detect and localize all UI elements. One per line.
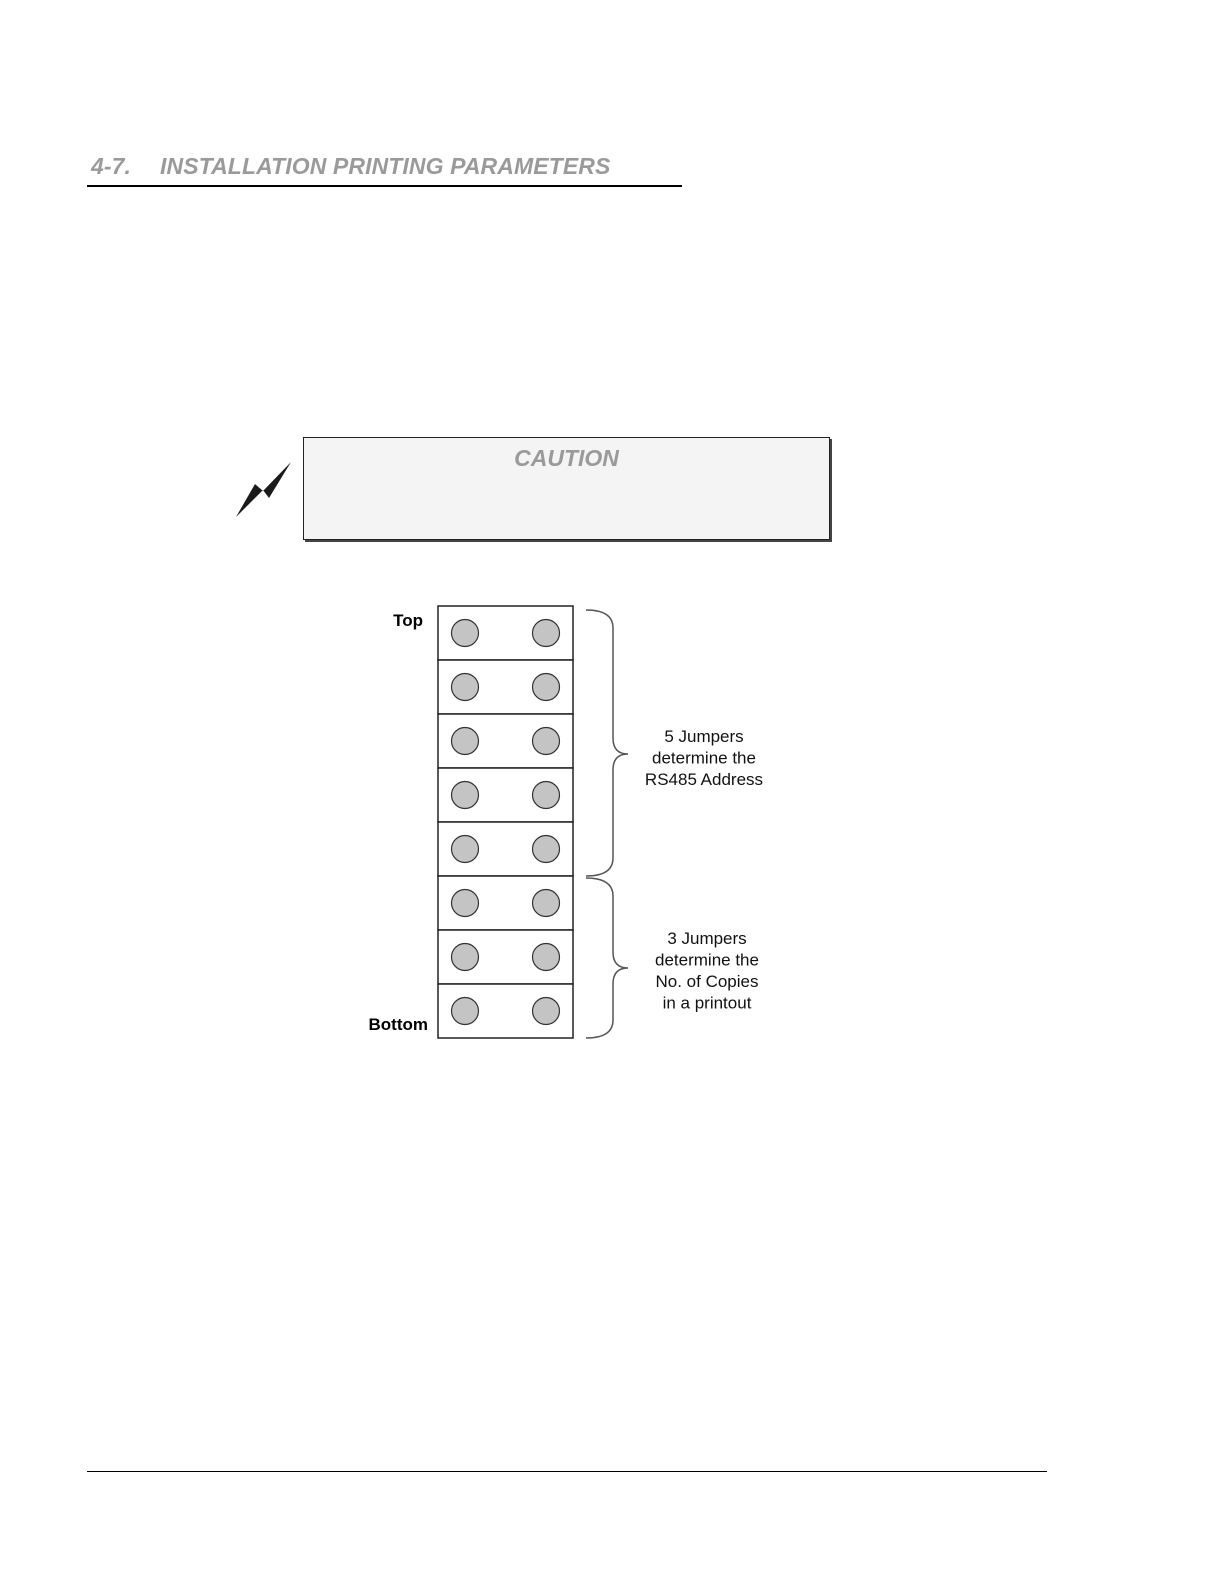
jumper-pin-left	[452, 782, 479, 809]
jumper-pin-left	[452, 728, 479, 755]
copies-group-label-line: 3 Jumpers	[667, 929, 747, 948]
group-labels	[645, 727, 763, 1013]
address-group-label-line: determine the	[652, 748, 756, 768]
address-group-label-line: RS485 Address	[644, 770, 764, 789]
jumper-pin-right	[533, 944, 560, 971]
jumper-pin-left	[452, 674, 479, 701]
bottom-label: Bottom	[368, 1015, 428, 1034]
top-label: Top	[393, 611, 423, 630]
jumper-pin-right	[533, 674, 560, 701]
jumper-pin-right	[533, 836, 560, 863]
address-group-label-line: 5 Jumpers	[664, 727, 744, 746]
jumper-rows	[438, 606, 573, 1038]
jumper-pin-left	[452, 998, 479, 1025]
section-number: 4-7.	[91, 153, 132, 179]
jumper-pin-right	[533, 782, 560, 809]
jumper-pin-left	[452, 836, 479, 863]
section-title: INSTALLATION PRINTING PARAMETERS	[160, 153, 611, 179]
copies-group-brace	[586, 878, 628, 1038]
jumper-pin-left	[452, 944, 479, 971]
caution-title: CAUTION	[514, 445, 619, 471]
copies-group-label-line: No. of Copies	[655, 972, 759, 991]
footer-rule	[87, 1471, 1047, 1472]
copies-group-label-line: determine the	[655, 950, 759, 970]
jumper-pin-left	[452, 890, 479, 917]
jumper-pin-right	[533, 620, 560, 647]
jumper-pin-right	[533, 728, 560, 755]
jumper-pin-right	[533, 998, 560, 1025]
address-group-brace	[586, 610, 628, 876]
copies-group-label-line: in a printout	[662, 993, 752, 1013]
jumper-pin-right	[533, 890, 560, 917]
jumper-pin-left	[452, 620, 479, 647]
